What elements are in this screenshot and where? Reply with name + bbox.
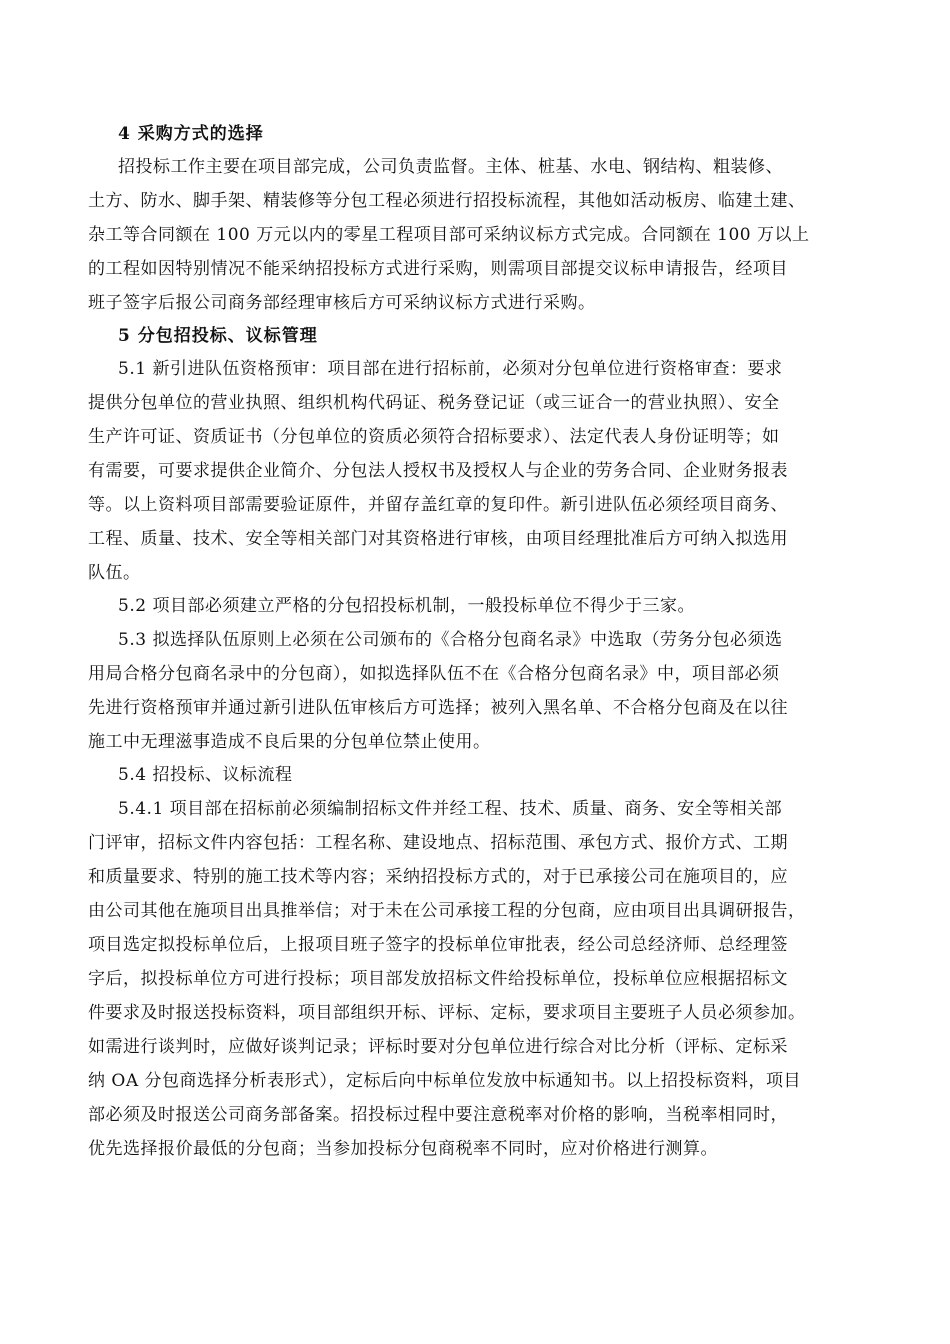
paragraph-line: 5.2 项目部必须建立严格的分包招投标机制，一般投标单位不得少于三家。 (118, 596, 695, 616)
paragraph-line: 项目选定拟投标单位后，上报项目班子签字的投标单位审批表，经公司总经济师、总经理签 (88, 935, 788, 955)
paragraph-line: 纳 OA 分包商选择分析表形式），定标后向中标单位发放中标通知书。以上招投标资料，项目 (88, 1071, 802, 1091)
paragraph-line: 的工程如因特别情况不能采纳招投标方式进行采购，则需项目部提交议标申请报告，经项目 (88, 259, 788, 279)
paragraph-line: 5.4.1 项目部在招标前必须编制招标文件并经工程、技术、质量、商务、安全等相关部 (118, 799, 783, 819)
paragraph-line: 件要求及时报送投标资料，项目部组织开标、评标、定标，要求项目主要班子人员必须参加。 (88, 1003, 806, 1023)
paragraph-line: 用局合格分包商名录中的分包商），如拟选择队伍不在《合格分包商名录》中，项目部必须 (88, 664, 780, 684)
paragraph-line: 部必须及时报送公司商务部备案。招投标过程中要注意税率对价格的影响，当税率相同时， (88, 1105, 788, 1125)
paragraph-line: 生产许可证、资质证书（分包单位的资质必须符合招标要求）、法定代表人身份证明等；如 (88, 427, 780, 447)
paragraph-line: 招投标工作主要在项目部完成，公司负责监督。主体、桩基、水电、钢结构、粗装修、 (118, 157, 783, 177)
subsection-heading: 5.4 招投标、议标流程 (118, 765, 293, 785)
paragraph-line: 杂工等合同额在 100 万元以内的零星工程项目部可采纳议标方式完成。合同额在 100 万以上 (88, 225, 810, 245)
paragraph-line: 和质量要求、特别的施工技术等内容；采纳招投标方式的，对于已承接公司在施项目的，应 (88, 867, 788, 887)
paragraph-line: 土方、防水、脚手架、精装修等分包工程必须进行招投标流程，其他如活动板房、临建土建、 (88, 191, 806, 211)
section-4-heading: 4 采购方式的选择 (118, 124, 264, 144)
paragraph-line: 5.1 新引进队伍资格预审：项目部在进行招标前，必须对分包单位进行资格审查：要求 (118, 359, 783, 379)
paragraph-line: 工程、质量、技术、安全等相关部门对其资格进行审核，由项目经理批准后方可纳入拟选用 (88, 529, 788, 549)
paragraph-line: 等。以上资料项目部需要验证原件，并留存盖红章的复印件。新引进队伍必须经项目商务、 (88, 495, 788, 515)
paragraph-line: 有需要，可要求提供企业简介、分包法人授权书及授权人与企业的劳务合同、企业财务报表 (88, 461, 788, 481)
paragraph-line: 施工中无理滋事造成不良后果的分包单位禁止使用。 (88, 732, 491, 752)
paragraph-line: 门评审，招标文件内容包括：工程名称、建设地点、招标范围、承包方式、报价方式、工期 (88, 833, 788, 853)
section-5-heading: 5 分包招投标、议标管理 (118, 326, 318, 346)
paragraph-line: 先进行资格预审并通过新引进队伍审核后方可选择；被列入黑名单、不合格分包商及在以往 (88, 698, 788, 718)
paragraph-line: 提供分包单位的营业执照、组织机构代码证、税务登记证（或三证合一的营业执照）、安全 (88, 393, 780, 413)
paragraph-line: 由公司其他在施项目出具推举信；对于未在公司承接工程的分包商，应由项目出具调研报告， (88, 901, 806, 921)
paragraph-line: 字后，拟投标单位方可进行投标；项目部发放招标文件给投标单位，投标单位应根据招标文 (88, 969, 788, 989)
paragraph-line: 优先选择报价最低的分包商；当参加投标分包商税率不同时，应对价格进行测算。 (88, 1139, 718, 1159)
paragraph-line: 队伍。 (88, 563, 141, 583)
paragraph-line: 5.3 拟选择队伍原则上必须在公司颁布的《合格分包商名录》中选取（劳务分包必须选 (118, 630, 783, 650)
paragraph-line: 班子签字后报公司商务部经理审核后方可采纳议标方式进行采购。 (88, 293, 596, 313)
paragraph-line: 如需进行谈判时，应做好谈判记录；评标时要对分包单位进行综合对比分析（评标、定标采 (88, 1037, 788, 1057)
